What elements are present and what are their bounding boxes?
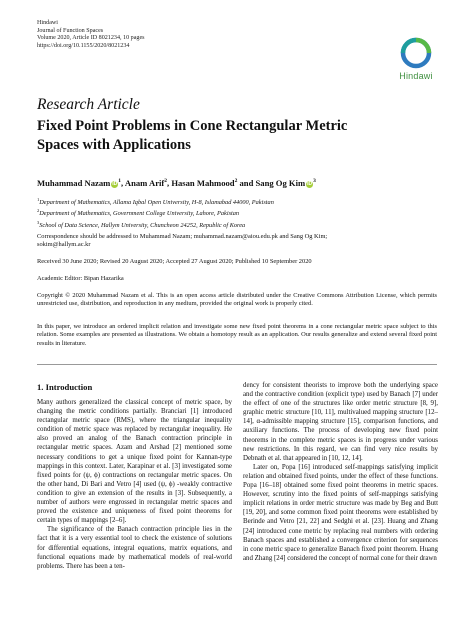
right-column [243,381,438,563]
volume-info: Volume 2020, Article ID 8021234, 10 pages [37,35,145,42]
author-name: Anam Arif [124,178,165,188]
affiliations [37,196,274,230]
hindawi-logo [396,36,436,81]
affiliation-line [37,196,274,207]
author-affiliation-mark: 1 [118,178,122,185]
orcid-icon[interactable]: iD [112,181,118,187]
correspondence: Correspondence should be addressed to Muhammad Nazam; muhammad.nazam@aiou.edu.pk and Sang Og Kim; sokim@hallym.ac.kr [37,233,328,249]
publisher-name: Hindawi [37,20,58,26]
affiliation-text: Department of Mathematics, Allama Iqbal Open University, H-8, Islamabad 44000, Pakistan [39,199,274,207]
affiliation-mark: 1 [37,197,40,202]
author-affiliation-mark: 2 [234,178,238,185]
paragraph: The significance of the Banach contraction principle lies in the fact that it is a very essential tool to check the existence of solutions for differential equations, integral equations, matrix equations, and functional equations made by mathematical models of real-world problems. There has been a ten- [37,526,232,570]
author-list [37,178,316,188]
affiliation-text: Department of Mathematics, Government College University, Lahore, Pakistan [39,210,240,218]
journal-name: Journal of Function Spaces [37,27,104,34]
hindawi-rings-icon [399,36,433,70]
author-separator: and [237,178,256,188]
academic-editor: Academic Editor: Bipan Hazarika [37,275,124,282]
divider [37,364,437,365]
abstract: In this paper, we introduce an ordered implicit relation and investigate some new fixed point theorems in a cone rectangular metric space subject to this relation. Some examples are presented as illustrations. We obtain a homotopy result as an application. Our results generalize and extend several fixed point results in literature. [37,323,437,347]
author-name: Sang Og Kim [255,178,306,188]
author-name: Muhammad Nazam [37,178,111,188]
author-name: Hasan Mahmood [171,178,235,188]
doi-link[interactable]: https://doi.org/10.1155/2020/8021234 [37,42,130,49]
paragraph: Many authors generalized the classical concept of metric space, by changing the metric conditions partially. Branciari [1] introduced rectangular metric space (RMS), where the triangular inequality condition of metric space was replaced by rectangular inequality. He also proved an analog of the Banach contraction principle in rectangular metric spaces. Azam and Arshad [2] mentioned some necessary conditions to get a unique fixed point for Kannan-type mappings in this context. Later, Karapinar et al. [3] investigated some fixed points for (ψ, ϕ) contractions on rectangular metric spaces. On the other hand, Di Bari and Vetro [4] used (ψ, ϕ) -weakly contractive condition to give an extension of the results in [3]. Subsequently, a number of authors were engrossed in rectangular metric spaces and proved the existence and uniqueness of fixed point theorems for certain types of mappings [2–6]. [37,399,232,525]
left-column [37,398,232,571]
affiliation-mark: 2 [37,208,40,214]
affiliation-mark: 3 [37,219,40,225]
affiliation-line [37,207,274,218]
author-separator: , [167,178,172,188]
article-type: Research Article [37,96,140,113]
affiliation-line [37,219,274,230]
publication-dates: Received 30 June 2020; Revised 20 August 2020; Accepted 27 August 2020; Published 10 September 2020 [37,258,312,265]
section-heading: 1. Introduction [37,382,93,392]
article-title: Fixed Point Problems in Cone Rectangular Metric Spaces with Applications [37,118,348,153]
journal-header [37,20,145,50]
author-separator: , [121,178,125,188]
copyright-notice: Copyright © 2020 Muhammad Nazam et al. This is an open access article distributed under the Creative Commons Attribution License, which permits unrestricted use, distribution, and reproduction in any medium, provided the original work is properly cited. [37,292,437,308]
paragraph: Later on, Popa [16] introduced self-mappings satisfying implicit relation and obtained fixed points, under the effect of these functions. Popa [16–18] obtained some fixed point theorems in metric spaces. However, scrutiny into the fixed points of self-mappings satisfying implicit relations in order metric structure was made by Beg and Butt [19, 20], and some common fixed point theorems were established by Berinde and Vetro [21, 22] and Sedghi et al. [23]. Huang and Zhang [24] introduced cone metric by replacing real numbers with ordering Banach spaces and established a convergence criterion for sequences in cone metric space to generalize Banach fixed point theorem. Huang and Zhang [24] considered the concept of normal cone for their drawn [243,463,438,562]
logo-wordmark: Hindawi [399,71,433,81]
orcid-icon[interactable]: iD [307,181,313,187]
author-affiliation-mark: 3 [313,178,316,185]
paragraph: dency for consistent theorists to improve both the underlying space and the contractive condition (explicit type) used by Banach [7] under the effect of one of the structures like order metric structure [8, 9], graphic metric structure [10, 11], multivalued mapping structure [12–14], α-admissible mapping structure [15], comparison functions, and auxiliary functions. The process of developing new fixed point theorems in the complete metric spaces is in progress under various new restrictions. In this regard, we can find very nice results by Debnath et al. that appeared in [10, 12, 14]. [243,382,438,462]
affiliation-text: School of Data Science, Hallym University, Chuncheon 24252, Republic of Korea [39,221,246,229]
author-affiliation-mark: 2 [164,178,168,185]
